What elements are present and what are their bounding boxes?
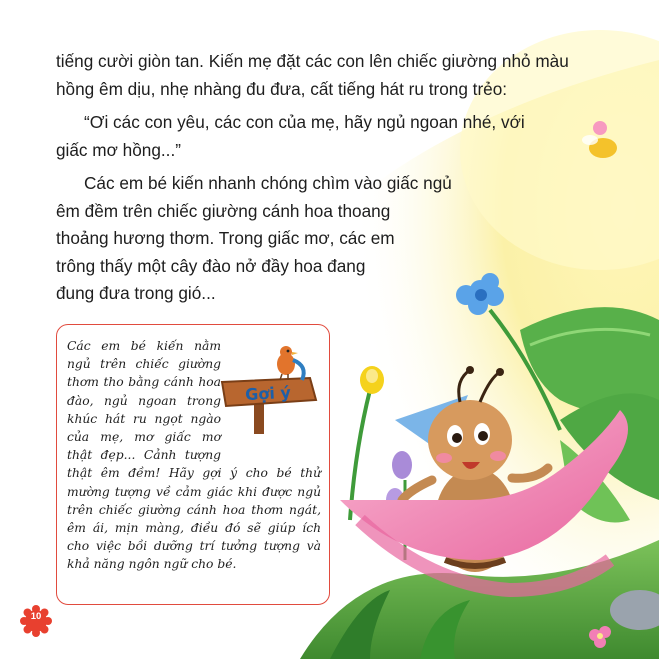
page-number: 10	[30, 611, 42, 622]
bird-icon	[277, 346, 304, 380]
story-line: Các em bé kiến nhanh chóng chìm vào giấc ngủ	[84, 173, 452, 193]
story-line: thoảng hương thơm. Trong giấc mơ, các em	[56, 228, 395, 248]
sign-label: Gợi ý	[244, 382, 292, 405]
story-line: hồng êm dịu, nhẹ nhàng đu đưa, cất tiếng hát ru trong trẻo:	[56, 78, 508, 99]
story-line: trông thấy một cây đào nở đầy hoa đang	[56, 255, 366, 276]
story-text	[56, 48, 616, 308]
tip-sign	[218, 336, 322, 436]
story-line: êm đềm trên chiếc giường cánh hoa thoang	[56, 200, 391, 221]
story-line: “Ơi các con yêu, các con của mẹ, hãy ngủ ngoan nhé, với	[84, 112, 525, 132]
story-line: giấc mơ hồng...”	[56, 139, 181, 160]
story-line: đung đưa trong gió...	[56, 283, 216, 303]
story-line: tiếng cười giòn tan. Kiến mẹ đặt các con lên chiếc giường nhỏ màu	[56, 51, 569, 71]
tip-text: Các em bé kiến nằm ngủ trên chiếc giường thơm tho bằng cánh hoa đào, ngủ ngoan trong khúc hát ru ngọt ngào của mẹ, mơ giấc mơ thật đẹp... Cảnh tượng thật êm đềm! Hãy gợi ý cho bé thử mường tượng về cảm giác khi được ngủ trên chiếc giường cánh hoa thơm ngát, êm ái, mịn màng, điều đó sẽ giúp ích cho việc bồi dưỡng trí tưởng tượng và khả năng ngôn ngữ cho bé.	[67, 339, 321, 572]
